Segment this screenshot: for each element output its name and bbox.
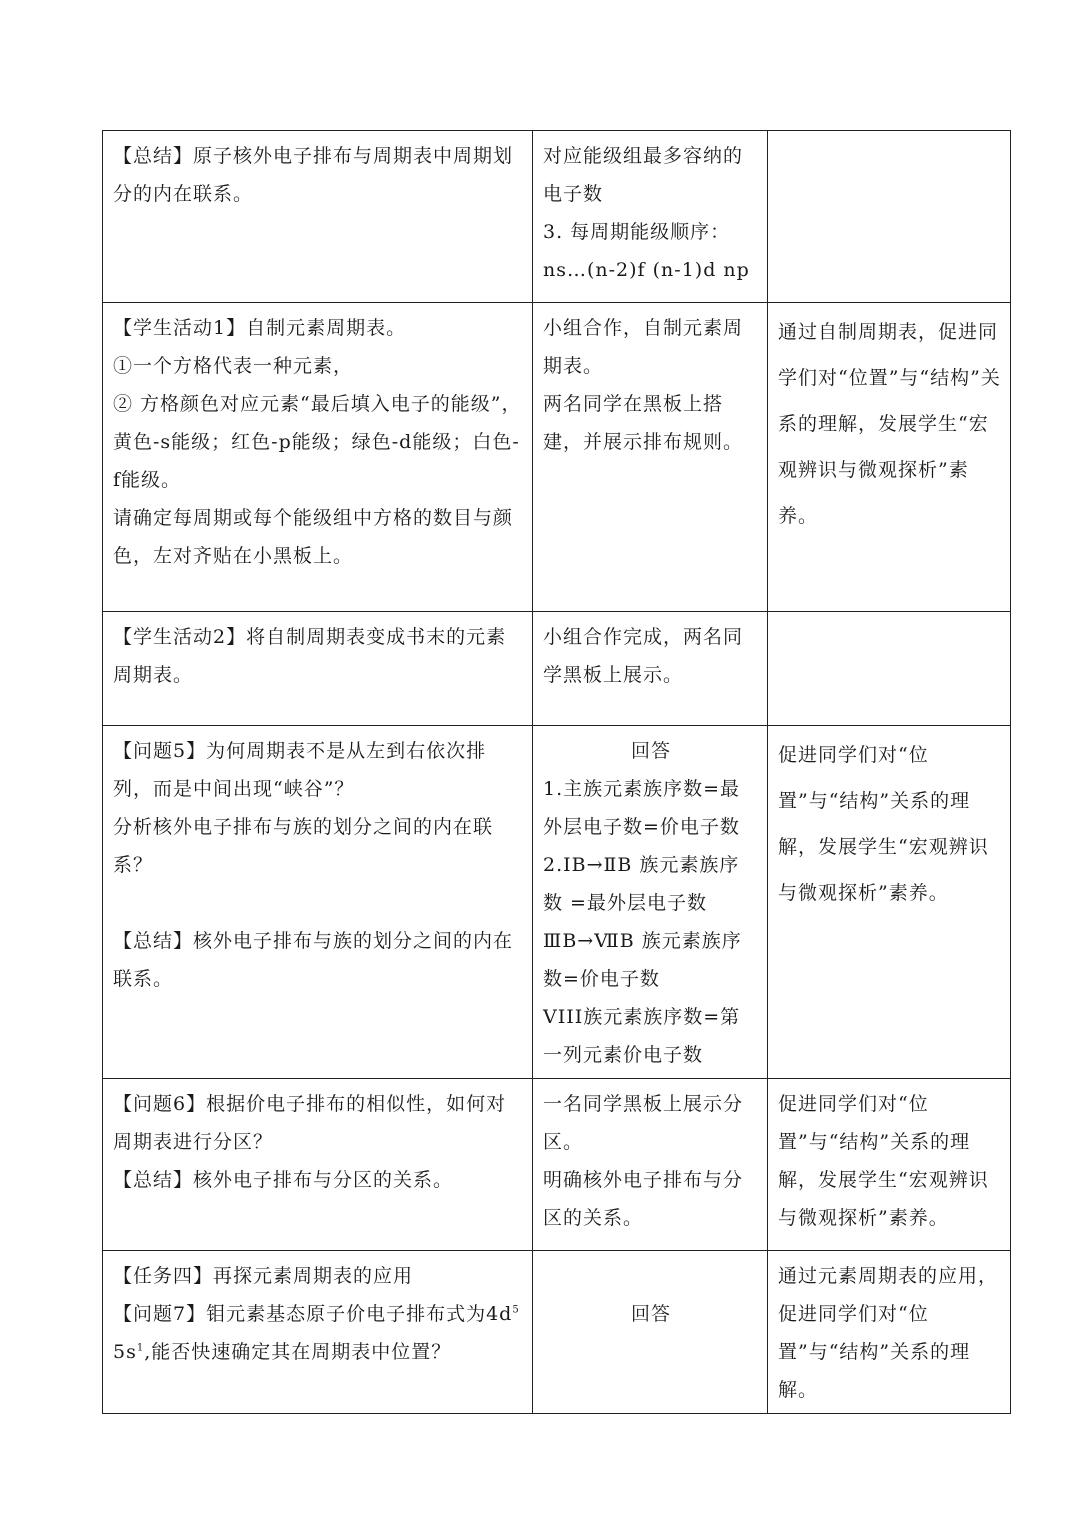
teacher-activity-cell [103,1079,533,1251]
cell-text: 对应能级组最多容纳的电子数 [543,145,744,205]
cell-text: 小组合作完成，两名同学黑板上展示。 [543,626,744,686]
cell-text: ns…(n-2)f (n-1)d np [543,259,750,281]
cell-text: 促进同学们对“位置”与“结构”关系的理解，发展学生“宏观辨识与微观探析”素养。 [778,1093,989,1229]
cell-text: 【问题5】为何周期表不是从左到右依次排列，而是中间出现“峡谷”？ [113,740,487,800]
design-intent-cell [768,131,1011,303]
teacher-activity-cell [103,303,533,612]
design-intent-cell [768,612,1011,726]
answer-label: 回答 [630,740,671,762]
cell-text: 小组合作，自制元素周期表。 [543,317,744,377]
table-row [103,1251,1011,1414]
student-activity-cell [533,1251,768,1414]
cell-text: 促进同学们对“位置”与“结构”关系的理解，发展学生“宏观辨识与微观探析”素养。 [778,744,989,904]
answer-label: 回答 [630,1303,671,1325]
table-row [103,1079,1011,1251]
cell-text: 2.ⅠB→ⅡB 族元素族序数 =最外层电子数 [543,854,740,914]
cell-text: 【问题6】根据价电子排布的相似性，如何对周期表进行分区？ [113,1093,507,1153]
cell-text: 请确定每周期或每个能级组中方格的数目与颜色，左对齐贴在小黑板上。 [113,507,514,567]
task-heading: 【任务四】再探元素周期表的应用 [113,1265,414,1287]
design-intent-cell [768,1251,1011,1414]
student-activity-cell [533,612,768,726]
lesson-plan-table [102,130,1011,1414]
cell-text: 通过元素周期表的应用，促进同学们对“位置”与“结构”关系的理解。 [778,1265,999,1401]
cell-text: 【学生活动1】自制元素周期表。 [113,317,407,339]
summary-text: 【总结】核外电子排布与分区的关系。 [113,1169,454,1191]
cell-text: 通过自制周期表，促进同学们对“位置”与“结构”关系的理解，发展学生“宏观辨识与微观探析”素养。 [778,321,1001,527]
teacher-activity-cell [103,131,533,303]
summary-text: 【总结】核外电子排布与族的划分之间的内在联系。 [113,930,514,990]
teacher-activity-cell [103,1251,533,1414]
student-activity-cell [533,726,768,1079]
design-intent-cell [768,303,1011,612]
student-activity-cell [533,1079,768,1251]
question-text: 【问题7】钼元素基态原子价电子排布式为$4d^55s^1$,能否快速确定其在周期表中位置？ [113,1303,520,1363]
table-row [103,726,1011,1079]
cell-text: 1.主族元素族序数=最外层电子数=价电子数 [543,778,741,838]
table-row [103,131,1011,303]
cell-text: 【学生活动2】将自制周期表变成书末的元素周期表。 [113,626,507,686]
cell-text: 两名同学在黑板上搭建，并展示排布规则。 [543,393,744,453]
cell-text: 明确核外电子排布与分区的关系。 [543,1169,744,1229]
cell-text: ①一个方格代表一种元素， [113,355,354,377]
cell-text: ⅢB→ⅦB 族元素族序数=价电子数 [543,930,742,990]
cell-text: ② 方格颜色对应元素“最后填入电子的能级”，黄色-s能级；红色-p能级；绿色-d能级；白色-f能级。 [113,393,522,491]
spacer [543,1257,759,1295]
design-intent-cell [768,726,1011,1079]
cell-text: 分析核外电子排布与族的划分之间的内在联系？ [113,816,494,876]
teacher-activity-cell [103,612,533,726]
student-activity-cell [533,131,768,303]
spacer [113,884,524,922]
cell-text: 3. 每周期能级顺序： [543,221,731,243]
cell-text: VIII族元素族序数=第一列元素价电子数 [543,1006,741,1066]
summary-text: 【总结】原子核外电子排布与周期表中周期划分的内在联系。 [113,145,514,205]
design-intent-cell [768,1079,1011,1251]
table-row [103,612,1011,726]
cell-text: 一名同学黑板上展示分区。 [543,1093,744,1153]
table-row [103,303,1011,612]
teacher-activity-cell [103,726,533,1079]
student-activity-cell [533,303,768,612]
